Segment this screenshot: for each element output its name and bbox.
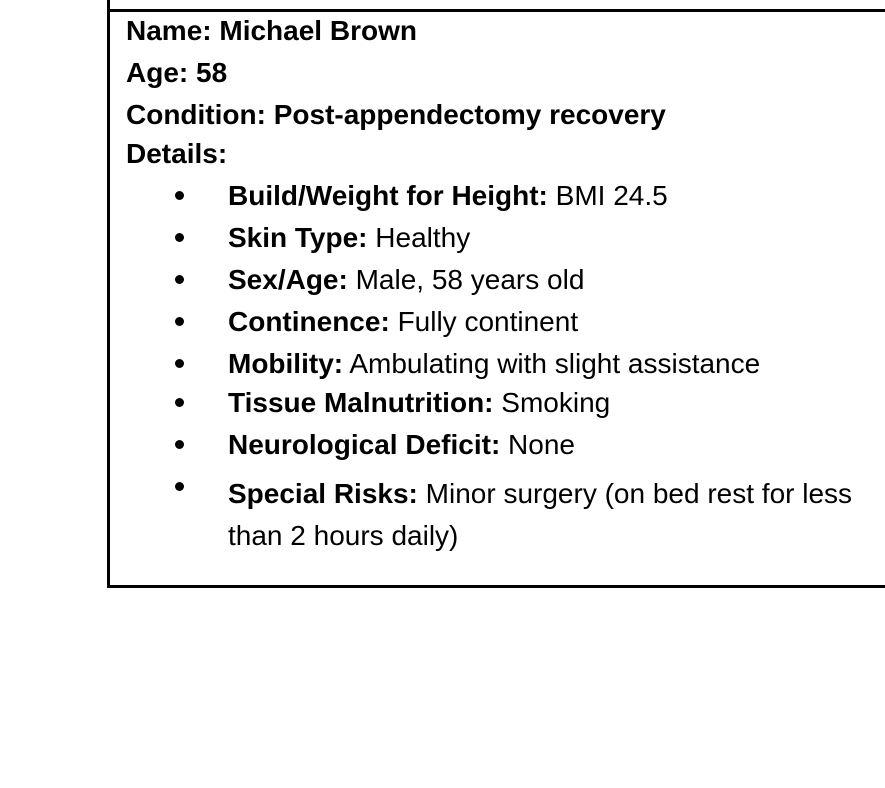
- detail-text: [228, 473, 885, 557]
- bullet-icon: [175, 275, 184, 284]
- detail-label: Mobility:: [228, 348, 344, 379]
- detail-value: None: [508, 429, 575, 460]
- patient-condition: Condition: Post-appendectomy recovery: [126, 99, 666, 130]
- detail-text: [228, 389, 610, 417]
- details-heading: Details:: [126, 138, 228, 169]
- detail-value: Healthy: [375, 222, 471, 253]
- bullet-icon: [175, 191, 184, 200]
- detail-value: Male, 58 years old: [355, 264, 585, 295]
- patient-name: Name: Michael Brown: [126, 15, 417, 46]
- detail-value: Ambulating with slight assistance: [349, 348, 761, 379]
- detail-value: Minor surgery (on bed rest for less than 2 hours daily): [228, 478, 853, 551]
- detail-text: [228, 431, 575, 459]
- bullet-icon: [175, 317, 184, 326]
- detail-label: Build/Weight for Height:: [228, 180, 548, 211]
- detail-text: [228, 308, 578, 336]
- bullet-icon: [175, 233, 184, 242]
- detail-value: BMI 24.5: [555, 180, 668, 211]
- bullet-icon: [175, 398, 184, 407]
- patient-age: Age: 58: [126, 57, 228, 88]
- detail-label: Special Risks:: [228, 478, 418, 509]
- bullet-icon: [175, 482, 184, 491]
- detail-text: [228, 182, 668, 210]
- card-divider: [107, 9, 885, 12]
- bullet-icon: [175, 359, 184, 368]
- detail-text: [228, 224, 470, 252]
- detail-label: Tissue Malnutrition:: [228, 387, 494, 418]
- detail-label: Continence:: [228, 306, 390, 337]
- detail-label: Skin Type:: [228, 222, 368, 253]
- detail-label: Sex/Age:: [228, 264, 348, 295]
- detail-value: Fully continent: [397, 306, 579, 337]
- detail-text: [228, 350, 760, 378]
- detail-value: Smoking: [501, 387, 611, 418]
- bullet-icon: [175, 440, 184, 449]
- detail-label: Neurological Deficit:: [228, 429, 501, 460]
- detail-text: [228, 266, 584, 294]
